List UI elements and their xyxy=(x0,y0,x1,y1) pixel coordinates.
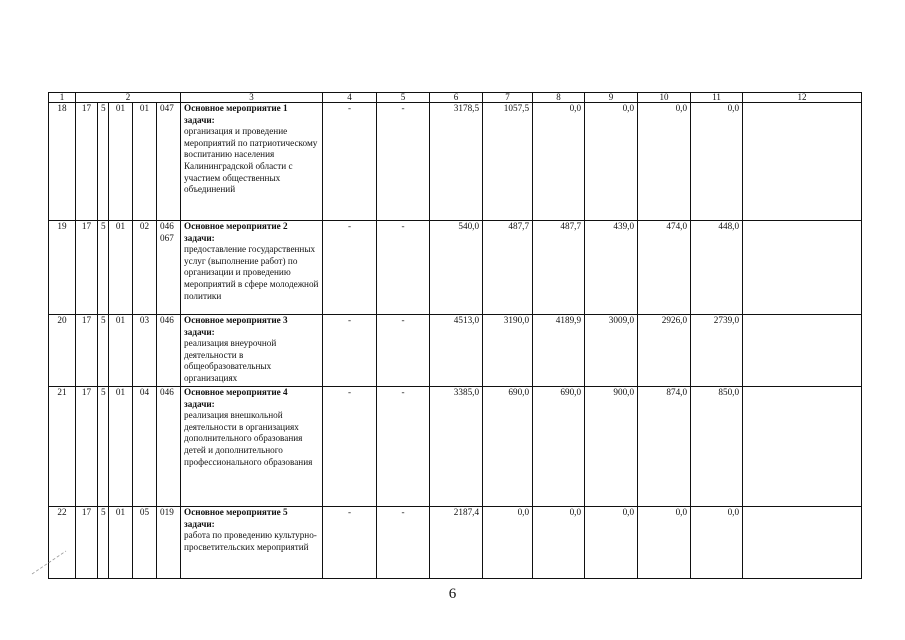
value-col-8: 4189,9 xyxy=(533,315,585,387)
event-title: Основное мероприятие 5 xyxy=(184,507,288,517)
table-row xyxy=(49,315,862,387)
event-description xyxy=(181,387,323,507)
value-col-5: - xyxy=(377,507,430,579)
value-col-11: 850,0 xyxy=(691,387,743,507)
value-col-5: - xyxy=(377,315,430,387)
event-desc: предоставление государственных услуг (выполнение работ) по организации и проведению мероприятий в сфере молодежной политики xyxy=(184,244,319,301)
value-col-10: 0,0 xyxy=(638,507,691,579)
code-4: 05 xyxy=(133,507,157,579)
value-col-12 xyxy=(743,103,862,221)
row-number: 21 xyxy=(49,387,76,507)
value-col-12 xyxy=(743,507,862,579)
value-col-11: 0,0 xyxy=(691,507,743,579)
header-cell-8: 8 xyxy=(533,93,585,103)
code-3: 01 xyxy=(109,103,133,221)
value-col-5: - xyxy=(377,387,430,507)
row-number: 19 xyxy=(49,221,76,315)
value-col-10: 0,0 xyxy=(638,103,691,221)
value-col-6: 540,0 xyxy=(430,221,483,315)
code-1: 17 xyxy=(76,315,98,387)
value-col-8: 487,7 xyxy=(533,221,585,315)
value-col-7: 690,0 xyxy=(483,387,533,507)
value-col-4: - xyxy=(323,315,377,387)
value-col-6: 2187,4 xyxy=(430,507,483,579)
header-cell-5: 5 xyxy=(377,93,430,103)
header-cell-4: 4 xyxy=(323,93,377,103)
value-col-4: - xyxy=(323,103,377,221)
code-3: 01 xyxy=(109,315,133,387)
value-col-4: - xyxy=(323,387,377,507)
code-3: 01 xyxy=(109,387,133,507)
table-row xyxy=(49,221,862,315)
value-col-8: 0,0 xyxy=(533,103,585,221)
code-4: 03 xyxy=(133,315,157,387)
page-number: 6 xyxy=(448,586,457,602)
event-title: Основное мероприятие 4 xyxy=(184,387,288,397)
event-description xyxy=(181,221,323,315)
table-row xyxy=(49,387,862,507)
value-col-7: 0,0 xyxy=(483,507,533,579)
event-title: Основное мероприятие 1 xyxy=(184,103,288,113)
value-col-10: 2926,0 xyxy=(638,315,691,387)
event-subtitle: задачи: xyxy=(184,518,215,529)
header-cell-10: 10 xyxy=(638,93,691,103)
code-2: 5 xyxy=(98,387,109,507)
value-col-5: - xyxy=(377,221,430,315)
header-cell-11: 11 xyxy=(691,93,743,103)
row-number: 22 xyxy=(49,507,76,579)
header-cell-9: 9 xyxy=(585,93,638,103)
event-desc: работа по проведению культурно-просветительских мероприятий xyxy=(184,530,317,552)
event-subtitle: задачи: xyxy=(184,232,215,243)
value-col-4: - xyxy=(323,507,377,579)
header-cell-6: 6 xyxy=(430,93,483,103)
code-3: 01 xyxy=(109,507,133,579)
event-desc: реализация внешкольной деятельности в организациях дополнительного образования детей и дополнительного профессионального образования xyxy=(184,410,313,467)
value-col-8: 690,0 xyxy=(533,387,585,507)
code-1: 17 xyxy=(76,221,98,315)
value-col-10: 874,0 xyxy=(638,387,691,507)
code-5: 046 067 xyxy=(157,221,181,315)
value-col-11: 448,0 xyxy=(691,221,743,315)
code-5: 046 xyxy=(157,387,181,507)
code-3: 01 xyxy=(109,221,133,315)
code-2: 5 xyxy=(98,315,109,387)
header-cell-1: 1 xyxy=(49,93,76,103)
event-description xyxy=(181,315,323,387)
value-col-10: 474,0 xyxy=(638,221,691,315)
code-5: 047 xyxy=(157,103,181,221)
code-4: 04 xyxy=(133,387,157,507)
table-header-row xyxy=(49,93,862,103)
code-1: 17 xyxy=(76,387,98,507)
value-col-5: - xyxy=(377,103,430,221)
row-number: 20 xyxy=(49,315,76,387)
header-cell-3: 3 xyxy=(181,93,323,103)
value-col-11: 0,0 xyxy=(691,103,743,221)
table-row xyxy=(49,507,862,579)
event-subtitle: задачи: xyxy=(184,326,215,337)
value-col-6: 3385,0 xyxy=(430,387,483,507)
value-col-9: 0,0 xyxy=(585,507,638,579)
event-desc: организация и проведение мероприятий по патриотическому воспитанию населения Калининградской области с участием общественных объединений xyxy=(184,126,318,195)
code-1: 17 xyxy=(76,103,98,221)
code-2: 5 xyxy=(98,103,109,221)
program-table xyxy=(48,92,862,579)
value-col-9: 3009,0 xyxy=(585,315,638,387)
value-col-7: 1057,5 xyxy=(483,103,533,221)
code-4: 01 xyxy=(133,103,157,221)
event-description xyxy=(181,507,323,579)
value-col-9: 439,0 xyxy=(585,221,638,315)
code-2: 5 xyxy=(98,507,109,579)
value-col-8: 0,0 xyxy=(533,507,585,579)
event-title: Основное мероприятие 3 xyxy=(184,315,288,325)
header-cell-2: 2 xyxy=(76,93,181,103)
header-cell-12: 12 xyxy=(743,93,862,103)
pen-stroke-mark xyxy=(30,548,68,576)
event-title: Основное мероприятие 2 xyxy=(184,221,288,231)
event-subtitle: задачи: xyxy=(184,398,215,409)
event-description xyxy=(181,103,323,221)
value-col-12 xyxy=(743,387,862,507)
value-col-6: 4513,0 xyxy=(430,315,483,387)
value-col-7: 487,7 xyxy=(483,221,533,315)
code-5: 019 xyxy=(157,507,181,579)
table-row xyxy=(49,103,862,221)
value-col-9: 0,0 xyxy=(585,103,638,221)
value-col-6: 3178,5 xyxy=(430,103,483,221)
value-col-7: 3190,0 xyxy=(483,315,533,387)
header-cell-7: 7 xyxy=(483,93,533,103)
code-1: 17 xyxy=(76,507,98,579)
value-col-11: 2739,0 xyxy=(691,315,743,387)
code-2: 5 xyxy=(98,221,109,315)
code-5: 046 xyxy=(157,315,181,387)
value-col-12 xyxy=(743,315,862,387)
value-col-12 xyxy=(743,221,862,315)
value-col-4: - xyxy=(323,221,377,315)
event-subtitle: задачи: xyxy=(184,114,215,125)
event-desc: реализация внеурочной деятельности в общеобразовательных организациях xyxy=(184,338,277,383)
row-number: 18 xyxy=(49,103,76,221)
code-4: 02 xyxy=(133,221,157,315)
value-col-9: 900,0 xyxy=(585,387,638,507)
